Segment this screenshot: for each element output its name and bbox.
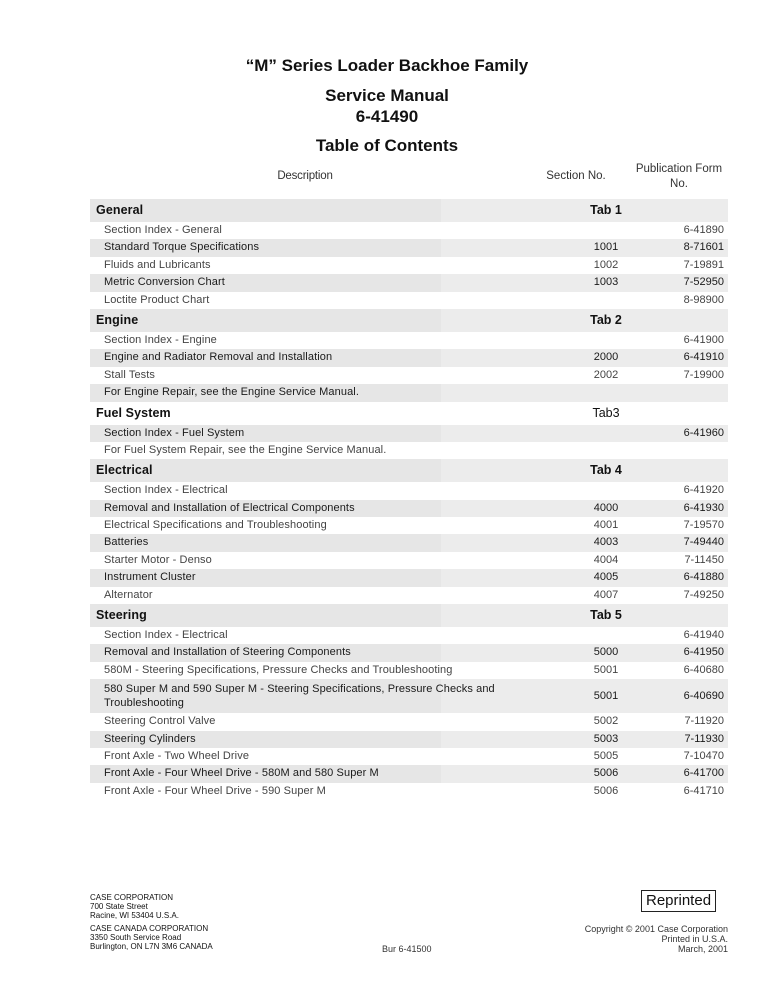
- address-line: 3350 South Service Road: [90, 933, 182, 942]
- toc-row: [90, 442, 728, 459]
- toc-section-number: 5002: [593, 715, 619, 728]
- toc-description: 580M - Steering Specifications, Pressure Checks and Troubleshooting: [104, 663, 453, 676]
- toc-row: [90, 425, 728, 442]
- section-title: General: [96, 203, 144, 217]
- toc-description: Section Index - Fuel System: [104, 426, 245, 439]
- toc-publication-number: 6-41710: [683, 784, 724, 797]
- print-date: March, 2001: [677, 944, 728, 954]
- reprinted-stamp: Reprinted: [641, 890, 716, 912]
- toc-row: [90, 748, 728, 765]
- toc-publication-number: 6-41930: [683, 501, 724, 514]
- toc-description: Removal and Installation of Electrical Components: [104, 501, 355, 514]
- toc-description: Engine and Radiator Removal and Installation: [104, 351, 333, 364]
- toc-description: Loctite Product Chart: [104, 293, 210, 306]
- toc-description: Steering Control Valve: [104, 715, 216, 728]
- toc-publication-number: 6-41900: [683, 333, 724, 346]
- toc-row: [90, 644, 728, 661]
- section-tab: Tab 2: [590, 312, 622, 327]
- toc-row: [90, 500, 728, 517]
- toc-row: [90, 662, 728, 679]
- footer-addresses: [90, 893, 213, 955]
- toc-section-number: 5006: [593, 784, 619, 797]
- toc-row: [90, 783, 728, 800]
- toc-row: [90, 384, 728, 401]
- column-headers: [90, 160, 728, 196]
- toc-publication-number: 7-19900: [683, 368, 724, 381]
- table-of-contents: [90, 199, 728, 800]
- copyright-block: [585, 924, 728, 954]
- section-tab: Tab 5: [590, 608, 622, 623]
- toc-publication-number: 7-49250: [683, 588, 724, 601]
- toc-section-number: 1003: [593, 276, 619, 289]
- toc-publication-number: 6-41910: [683, 351, 724, 364]
- address-line: Burlington, ON L7N 3M6 CANADA: [90, 942, 213, 951]
- toc-row: [90, 765, 728, 782]
- toc-publication-number: 7-11450: [684, 553, 724, 566]
- toc-section-number: 2000: [593, 351, 619, 364]
- toc-publication-number: 8-71601: [683, 241, 724, 254]
- section-tab: Tab 1: [590, 203, 622, 217]
- toc-section-number: 2002: [593, 368, 619, 381]
- address-line: Racine, WI 53404 U.S.A.: [90, 911, 179, 920]
- toc-row: [90, 587, 728, 604]
- toc-row: [90, 482, 728, 499]
- column-header-publication-line2: No.: [670, 178, 688, 190]
- toc-row: [90, 257, 728, 274]
- toc-description: Section Index - Electrical: [104, 484, 228, 497]
- toc-description: Steering Cylinders: [104, 732, 196, 745]
- toc-description: Fluids and Lubricants: [104, 258, 211, 271]
- toc-section-number: 4005: [593, 571, 619, 584]
- toc-description: Standard Torque Specifications: [104, 241, 260, 254]
- toc-description: Front Axle - Four Wheel Drive - 590 Super M: [104, 784, 326, 797]
- column-header-section-no: Section No.: [546, 170, 606, 182]
- column-header-publication: [630, 162, 728, 192]
- column-header-description: Description: [277, 170, 333, 182]
- toc-section-number: 1002: [593, 258, 619, 271]
- toc-description: For Fuel System Repair, see the Engine Service Manual.: [104, 443, 387, 456]
- toc-row: [90, 349, 728, 366]
- toc-row: [90, 534, 728, 551]
- toc-section-number: 5005: [593, 749, 619, 762]
- toc-publication-number: 7-11920: [684, 715, 724, 728]
- toc-description: Electrical Specifications and Troubleshooting: [104, 519, 327, 532]
- toc-section-number: 4000: [593, 501, 619, 514]
- toc-section-number: 5003: [593, 732, 619, 745]
- toc-description: Front Axle - Four Wheel Drive - 580M and 580 Super M: [104, 767, 379, 780]
- toc-row: [90, 332, 728, 349]
- toc-publication-number: 7-49440: [683, 536, 724, 549]
- toc-description: Instrument Cluster: [104, 571, 196, 584]
- section-title: Fuel System: [96, 405, 171, 420]
- toc-title: Table of Contents: [315, 136, 459, 155]
- toc-section-number: 4003: [593, 536, 619, 549]
- toc-section-number: 5001: [593, 663, 619, 676]
- toc-description: For Engine Repair, see the Engine Service Manual.: [104, 386, 359, 399]
- toc-row: [90, 627, 728, 644]
- toc-section-number: 5001: [593, 690, 619, 703]
- toc-publication-number: 6-41880: [683, 571, 724, 584]
- toc-publication-number: 7-52950: [683, 276, 724, 289]
- case-canada-address: [90, 924, 213, 951]
- section-tab: Tab 4: [590, 463, 622, 478]
- document-title-block: [0, 55, 774, 157]
- section-tab: Tab3: [592, 405, 620, 420]
- toc-description: Starter Motor - Denso: [104, 553, 212, 566]
- toc-description: Section Index - General: [104, 224, 222, 236]
- toc-row: [90, 274, 728, 291]
- toc-section-number: 5006: [593, 767, 619, 780]
- section-title: Electrical: [96, 463, 153, 478]
- toc-publication-number: 6-41960: [683, 426, 724, 439]
- printed-in-text: Printed in U.S.A.: [661, 934, 728, 944]
- toc-publication-number: 6-40680: [683, 663, 724, 676]
- toc-row: [90, 517, 728, 534]
- toc-publication-number: 6-41890: [683, 224, 724, 236]
- family-title: “M” Series Loader Backhoe Family: [245, 56, 529, 75]
- toc-section-number: 5000: [593, 646, 619, 659]
- toc-row: [90, 552, 728, 569]
- toc-description: Section Index - Electrical: [104, 629, 228, 642]
- toc-publication-number: 8-98900: [683, 293, 724, 306]
- toc-row: [90, 679, 728, 713]
- toc-publication-number: 7-10470: [683, 749, 724, 762]
- toc-row: [90, 731, 728, 748]
- toc-row: [90, 292, 728, 309]
- manual-number: 6-41490: [355, 107, 419, 126]
- toc-publication-number: 6-41920: [683, 484, 724, 497]
- bur-number: Bur 6-41500: [382, 944, 432, 954]
- section-header-row: [90, 402, 728, 425]
- manual-title: Service Manual: [325, 86, 449, 105]
- toc-description: 580 Super M and 590 Super M - Steering Specifications, Pressure Checks and Troubleshooting: [104, 683, 495, 710]
- column-header-publication-line1: Publication Form: [635, 163, 723, 175]
- address-line: CASE CORPORATION: [90, 893, 173, 902]
- case-corporation-address: [90, 893, 213, 920]
- section-header-row: [90, 459, 728, 482]
- toc-row: [90, 222, 728, 239]
- toc-section-number: 4001: [593, 519, 619, 532]
- toc-publication-number: 6-41950: [683, 646, 724, 659]
- section-header-row: [90, 199, 728, 222]
- toc-description: Metric Conversion Chart: [104, 276, 225, 289]
- toc-section-number: 1001: [593, 241, 619, 254]
- toc-description: Removal and Installation of Steering Components: [104, 646, 351, 659]
- toc-section-number: 4007: [593, 588, 619, 601]
- section-title: Engine: [96, 312, 139, 327]
- toc-publication-number: 7-19891: [683, 258, 724, 271]
- toc-section-number: 4004: [593, 553, 619, 566]
- address-line: CASE CANADA CORPORATION: [90, 924, 209, 933]
- toc-row: [90, 239, 728, 256]
- toc-publication-number: 6-41940: [683, 629, 724, 642]
- address-line: 700 State Street: [90, 902, 148, 911]
- toc-description: Section Index - Engine: [104, 333, 217, 346]
- section-title: Steering: [96, 608, 147, 623]
- section-header-row: [90, 309, 728, 332]
- toc-row: [90, 713, 728, 730]
- toc-row: [90, 367, 728, 384]
- copyright-text: Copyright © 2001 Case Corporation: [584, 924, 728, 934]
- toc-description: Stall Tests: [104, 368, 156, 381]
- toc-description: Front Axle - Two Wheel Drive: [104, 749, 250, 762]
- toc-description: Batteries: [104, 536, 149, 549]
- toc-publication-number: 6-41700: [683, 767, 724, 780]
- toc-description: Alternator: [104, 588, 153, 601]
- toc-row: [90, 569, 728, 586]
- toc-publication-number: 7-19570: [683, 519, 724, 532]
- toc-publication-number: 6-40690: [683, 690, 724, 703]
- section-header-row: [90, 604, 728, 627]
- toc-publication-number: 7-11930: [684, 732, 724, 745]
